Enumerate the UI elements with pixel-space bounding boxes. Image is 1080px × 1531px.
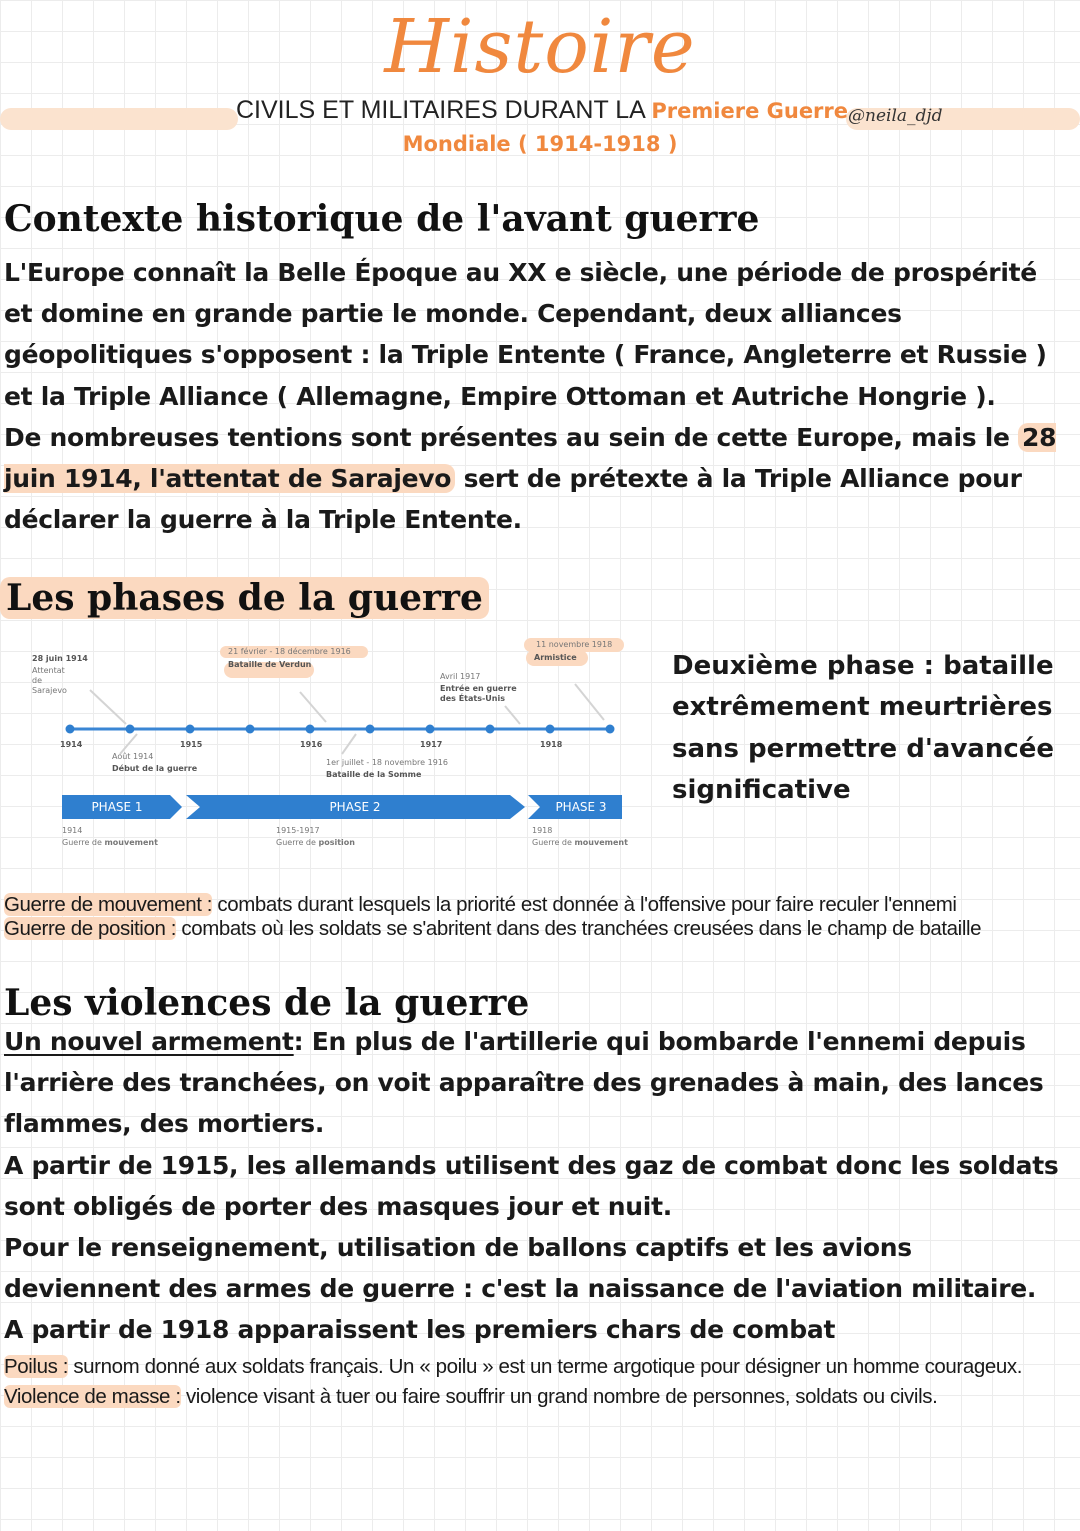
connector-sarajevo	[90, 690, 126, 724]
timeline-dot	[66, 725, 75, 734]
definition-text: combats où les soldats se s'abritent dans des tranchées creusées dans le champ de bataille	[181, 917, 982, 940]
timeline-year: 1914	[60, 740, 83, 749]
phase-2-type-prefix: Guerre de	[276, 838, 316, 847]
section2-heading: Les phases de la guerre	[0, 577, 489, 619]
timeline-axis	[20, 632, 650, 772]
timeline-aout-date: Août 1914	[112, 752, 154, 761]
definition-row	[4, 1352, 1079, 1382]
page-title: Histoire	[384, 4, 696, 90]
phase-1-label: PHASE 1	[91, 800, 143, 814]
timeline-verdun-label: Bataille de Verdun	[228, 660, 312, 669]
section2-heading-wrap	[0, 577, 489, 619]
timeline-sarajevo-date: 28 juin 1914	[32, 654, 88, 663]
timeline	[20, 632, 650, 857]
subtitle-part2: Premiere Guerre	[651, 99, 849, 123]
highlight-band-left	[0, 108, 238, 130]
definition-term: Guerre de position :	[4, 917, 177, 940]
phase-3-years: 1918	[532, 826, 553, 835]
section1-body	[4, 252, 1064, 540]
connector-somme	[342, 734, 356, 754]
phase-1-years: 1914	[62, 826, 83, 835]
page-subtitle	[236, 96, 848, 125]
timeline-dot	[126, 725, 135, 734]
phase-3-type-prefix: Guerre de	[532, 838, 572, 847]
section3-paragraph1	[4, 1021, 1064, 1145]
definition-text: violence visant à tuer ou faire souffrir un grand nombre de personnes, soldats ou civils.	[185, 1385, 938, 1408]
section2-definitions	[4, 893, 1079, 941]
phase-2-label: PHASE 2	[329, 800, 381, 814]
definition-term: Poilus :	[4, 1355, 69, 1378]
timeline-somme-label: Bataille de la Somme	[326, 770, 422, 779]
phase-3-label: PHASE 3	[555, 800, 607, 814]
phase-3-type-word: mouvement	[574, 838, 628, 847]
definition-row	[4, 917, 1079, 941]
section3-paragraph3: Pour le renseignement, utilisation de ballons captifs et les avions deviennent des armes de guerre : c'est la naissance de l'aviation militaire.	[4, 1233, 1037, 1304]
timeline-dot	[186, 725, 195, 734]
timeline-sarajevo-label: Attentat de Sarajevo	[32, 666, 67, 695]
subtitle-part1: CIVILS ET MILITAIRES DURANT LA	[236, 96, 645, 124]
connector-armistice	[575, 684, 604, 720]
timeline-armistice-date: 11 novembre 1918	[536, 640, 613, 649]
phase-2-type-word: position	[318, 838, 355, 847]
timeline-dot	[426, 725, 435, 734]
timeline-dot	[486, 725, 495, 734]
phase-1-type-prefix: Guerre de	[62, 838, 102, 847]
section3-lead-text: : En plus de l'artillerie qui bombarde l'ennemi depuis l'arrière des tranchées, on voit apparaître des grenades à main, des lances flammes, des mortiers.	[4, 1027, 1044, 1139]
section3-heading: Les violences de la guerre	[4, 982, 530, 1024]
phase-1-type	[62, 838, 158, 848]
phase-2-type	[276, 838, 355, 848]
author-handle: @neila_djd	[848, 106, 943, 126]
section1-paragraph1: L'Europe connaît la Belle Époque au XX e siècle, une période de prospérité et domine en grande partie le monde. Cependant, deux alliances géopolitiques s'opposent : la Triple Entente ( France, Angleterre et Russie ) et la Triple Alliance ( Allemagne, Empire Ottoman et Autriche Hongrie ).	[4, 258, 1047, 411]
section1-paragraph2	[4, 417, 1064, 541]
definition-text: surnom donné aux soldats français. Un « poilu » est un terme argotique pour désigner un homme courageux.	[73, 1355, 1023, 1378]
connector-aout	[120, 734, 137, 754]
section3-heading-wrap	[4, 982, 529, 1024]
definition-row	[4, 893, 1079, 917]
section3-definitions	[4, 1352, 1079, 1412]
timeline-dot	[546, 725, 555, 734]
section1-p2-after: sert de prétexte à la Triple Alliance pour déclarer la guerre à la Triple Entente.	[4, 464, 1022, 535]
connector-usa	[505, 706, 520, 724]
timeline-year: 1915	[180, 740, 203, 749]
timeline-verdun-date: 21 février - 18 décembre 1916	[228, 647, 351, 656]
phase-3-type	[532, 838, 628, 848]
section1-p2-highlight: 28 juin 1914, l'attentat de Sarajevo	[4, 422, 1057, 494]
timeline-dot	[606, 725, 615, 734]
timeline-armistice-label: Armistice	[534, 653, 577, 662]
timeline-aout-label: Début de la guerre	[112, 764, 198, 773]
phase-side-note: Deuxième phase : bataille extrêmement meurtrières sans permettre d'avancée significative	[672, 651, 1055, 805]
section3-body	[4, 1021, 1064, 1351]
phase-2-years: 1915-1917	[276, 826, 320, 835]
section3-paragraph4: A partir de 1918 apparaissent les premiers chars de combat	[4, 1315, 836, 1345]
timeline-dot	[246, 725, 255, 734]
definition-term: Violence de masse :	[4, 1385, 181, 1408]
section1-heading-wrap	[4, 198, 759, 240]
section1-p2-before: De nombreuses tentions sont présentes au sein de cette Europe, mais le	[4, 422, 1010, 452]
timeline-year: 1916	[300, 740, 323, 749]
timeline-dot	[366, 725, 375, 734]
phase-1-type-word: mouvement	[104, 838, 158, 847]
definition-term: Guerre de mouvement :	[4, 893, 213, 916]
subtitle-line2: Mondiale ( 1914-1918 )	[402, 132, 678, 156]
timeline-somme-date: 1er juillet - 18 novembre 1916	[326, 758, 448, 767]
definition-text: combats durant lesquels la priorité est donnée à l'offensive pour faire reculer l'ennemi	[217, 893, 957, 916]
section3-lead-term: Un nouvel armement	[4, 1027, 294, 1056]
timeline-usa-date: Avril 1917	[440, 672, 481, 681]
timeline-usa-label: Entrée en guerre des États-Unis	[440, 684, 517, 703]
connector-verdun	[300, 692, 326, 722]
section1-heading: Contexte historique de l'avant guerre	[4, 198, 760, 240]
definition-row	[4, 1382, 1079, 1412]
timeline-year: 1917	[420, 740, 443, 749]
timeline-year: 1918	[540, 740, 563, 749]
section3-paragraph2: A partir de 1915, les allemands utilisent des gaz de combat donc les soldats sont obligés de porter des masques jour et nuit.	[4, 1150, 1059, 1221]
timeline-dot	[306, 725, 315, 734]
